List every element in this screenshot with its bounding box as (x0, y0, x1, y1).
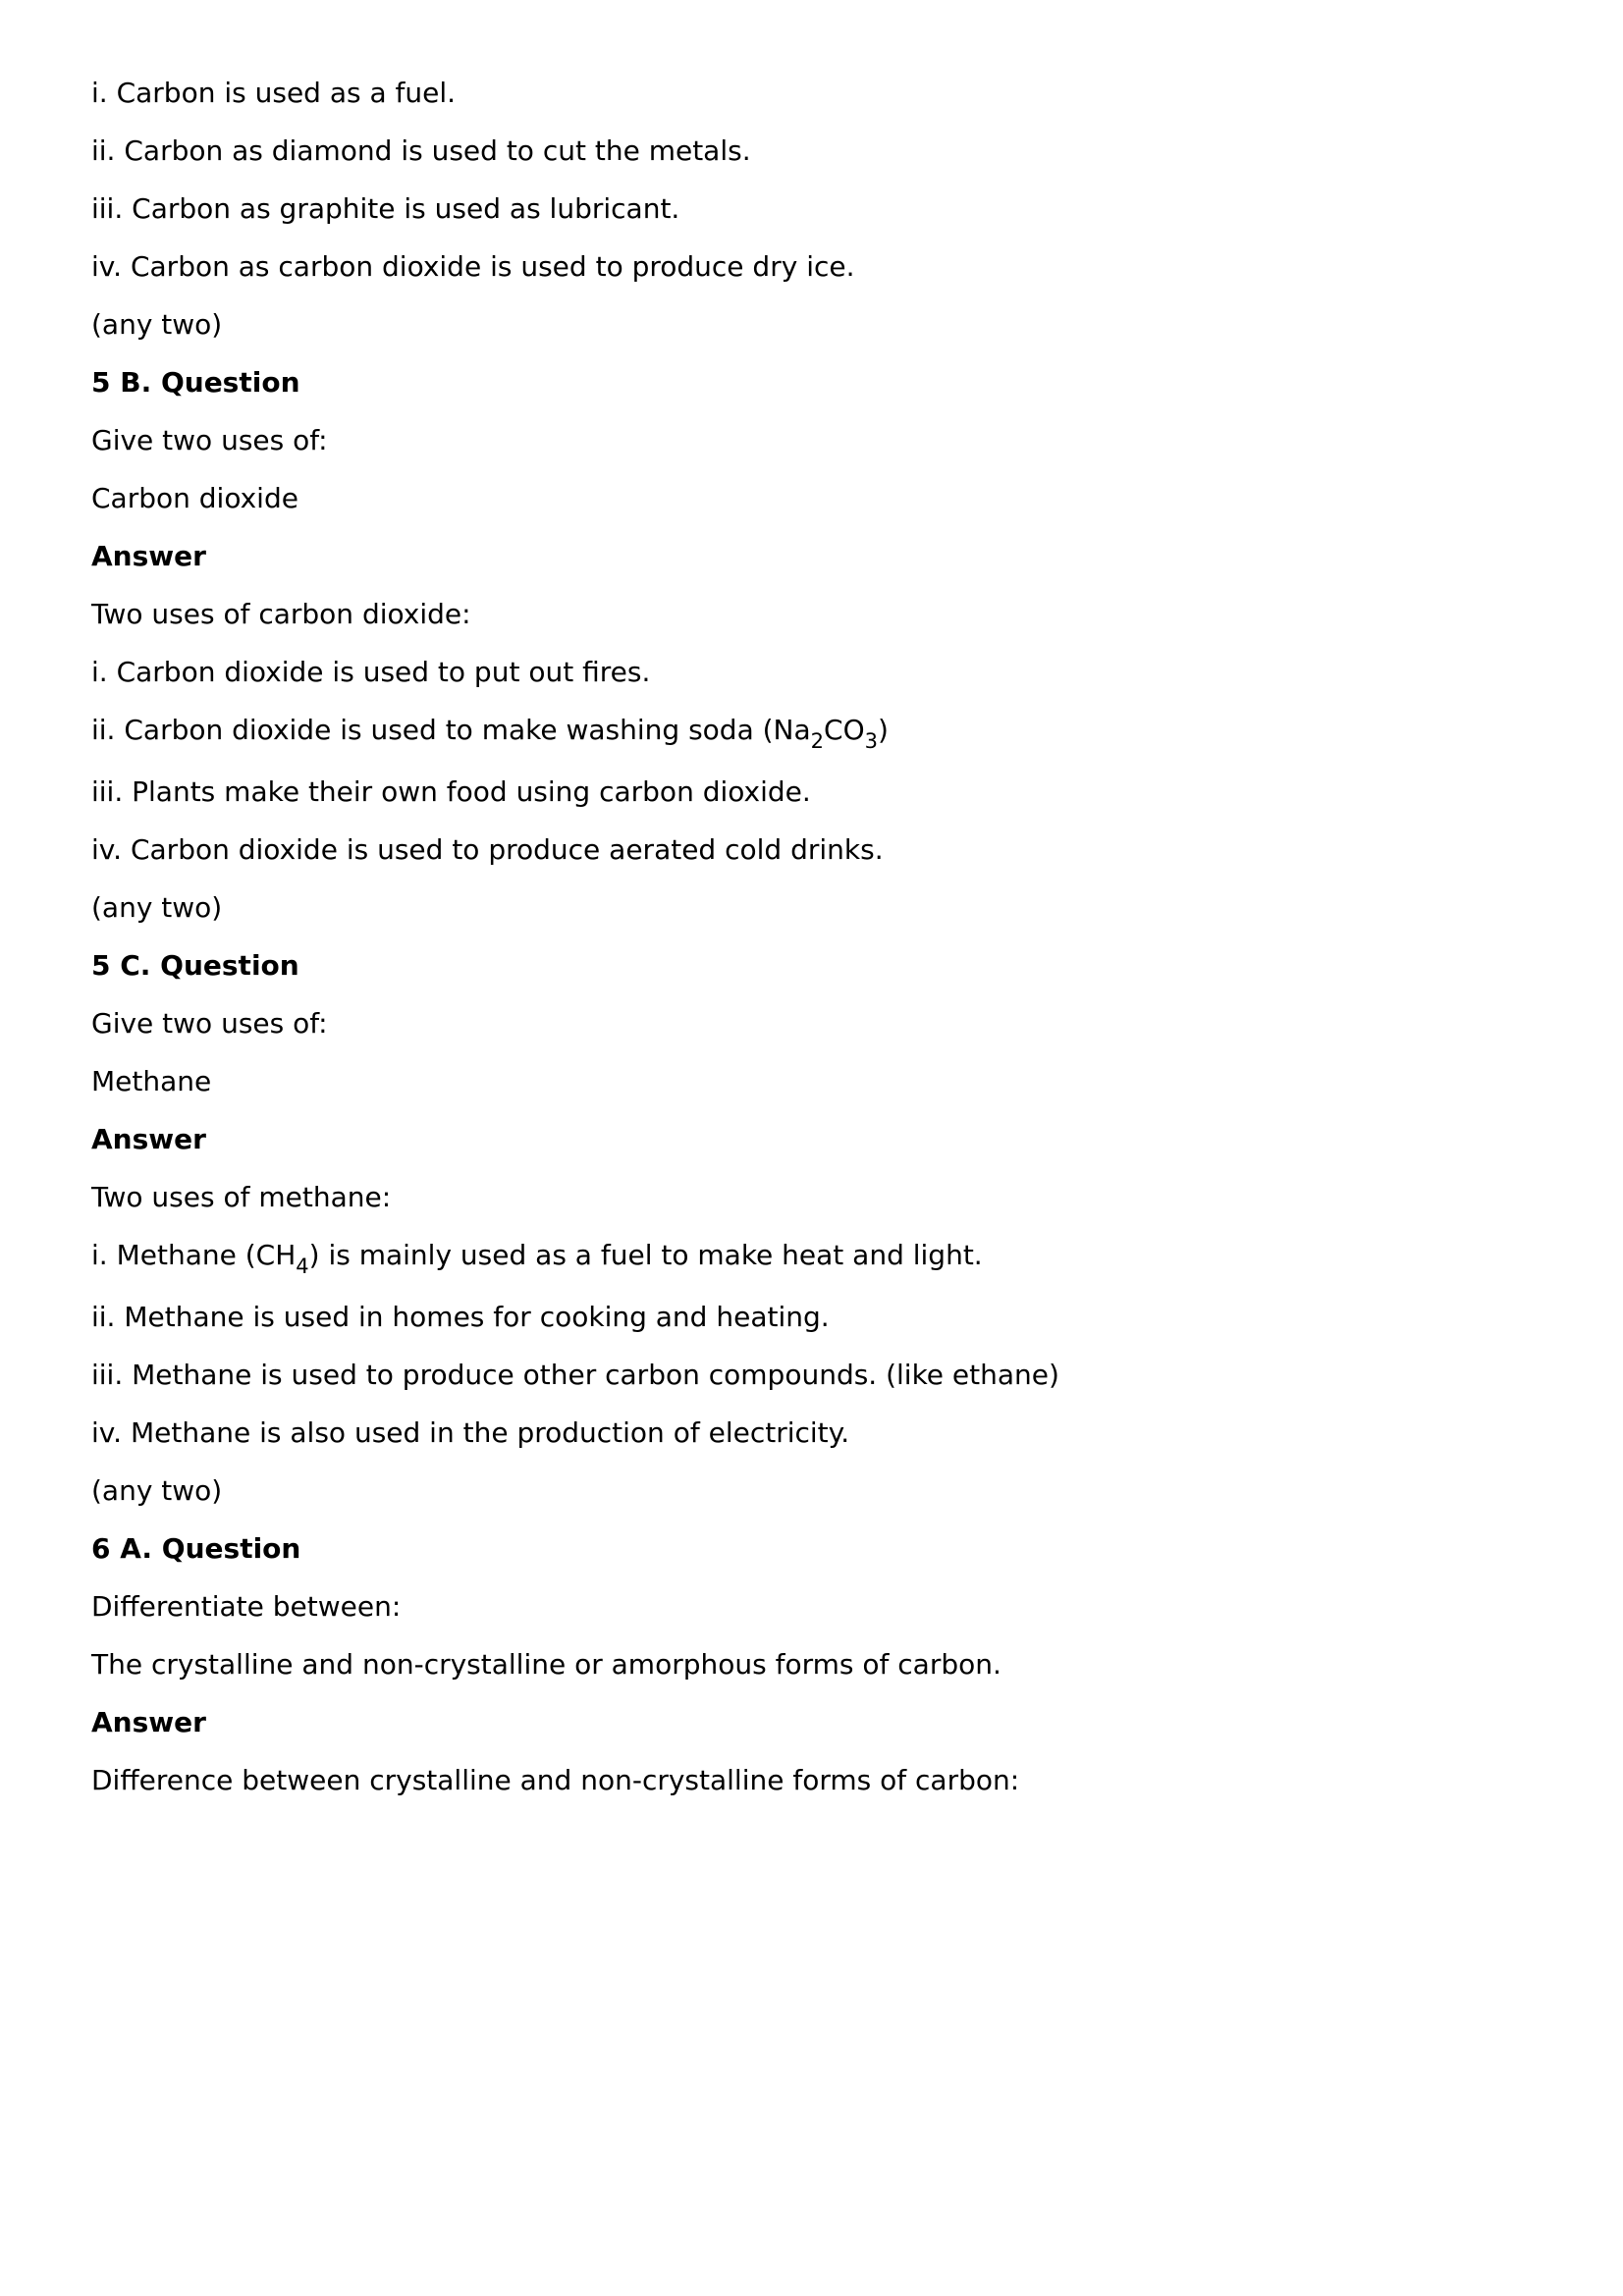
question-5b-answer-label: Answer (91, 540, 206, 572)
use-graphite-lubricant: iii. Carbon as graphite is used as lubricant. (91, 192, 680, 225)
question-6a-answer-label: Answer (91, 1706, 206, 1738)
question-5c-heading: 5 C. Question (91, 949, 299, 982)
question-5b-heading: 5 B. Question (91, 366, 300, 399)
use-i-text-rest: ) is mainly used as a fuel to make heat and light. (308, 1239, 983, 1271)
use-dry-ice: iv. Carbon as carbon dioxide is used to produce dry ice. (91, 250, 855, 283)
question-5b-topic: Carbon dioxide (91, 482, 298, 514)
subscript-3: 3 (864, 729, 879, 753)
closing-paren: ) (878, 714, 889, 746)
question-5b-use-i: i. Carbon dioxide is used to put out fires. (91, 656, 651, 688)
question-5c-answer-intro: Two uses of methane: (91, 1181, 392, 1213)
question-5c-answer-label: Answer (91, 1123, 206, 1155)
document-page (91, 0, 1544, 2296)
question-5b-prompt: Give two uses of: (91, 424, 328, 456)
question-6a-answer-intro: Difference between crystalline and non-crystalline forms of carbon: (91, 1764, 1020, 1796)
question-5b-use-iii: iii. Plants make their own food using carbon dioxide. (91, 775, 811, 808)
question-5c-use-i (91, 1239, 983, 1278)
question-6a-prompt: Differentiate between: (91, 1590, 402, 1623)
question-5b-answer-intro: Two uses of carbon dioxide: (91, 598, 471, 630)
use-ii-text: ii. Carbon dioxide is used to make washing soda (Na (91, 714, 811, 746)
question-5b-any-two: (any two) (91, 891, 223, 924)
use-diamond-cutting: ii. Carbon as diamond is used to cut the metals. (91, 134, 751, 167)
question-6a-heading: 6 A. Question (91, 1532, 301, 1565)
question-5c-prompt: Give two uses of: (91, 1007, 328, 1040)
use-carbon-fuel: i. Carbon is used as a fuel. (91, 77, 457, 109)
question-5b-use-ii (91, 714, 889, 753)
question-5c-use-ii: ii. Methane is used in homes for cooking and heating. (91, 1301, 830, 1333)
formula-co: CO (824, 714, 865, 746)
subscript-4: 4 (296, 1255, 309, 1278)
use-i-text: i. Methane (CH (91, 1239, 297, 1271)
question-5c-any-two: (any two) (91, 1474, 223, 1507)
any-two-note: (any two) (91, 308, 223, 341)
question-5c-use-iii: iii. Methane is used to produce other carbon compounds. (like ethane) (91, 1359, 1059, 1391)
question-5c-topic: Methane (91, 1065, 212, 1097)
subscript-2: 2 (810, 729, 825, 753)
question-5c-use-iv: iv. Methane is also used in the production of electricity. (91, 1416, 850, 1449)
question-6a-topic: The crystalline and non-crystalline or amorphous forms of carbon. (91, 1648, 1001, 1681)
question-5b-use-iv: iv. Carbon dioxide is used to produce aerated cold drinks. (91, 833, 884, 866)
